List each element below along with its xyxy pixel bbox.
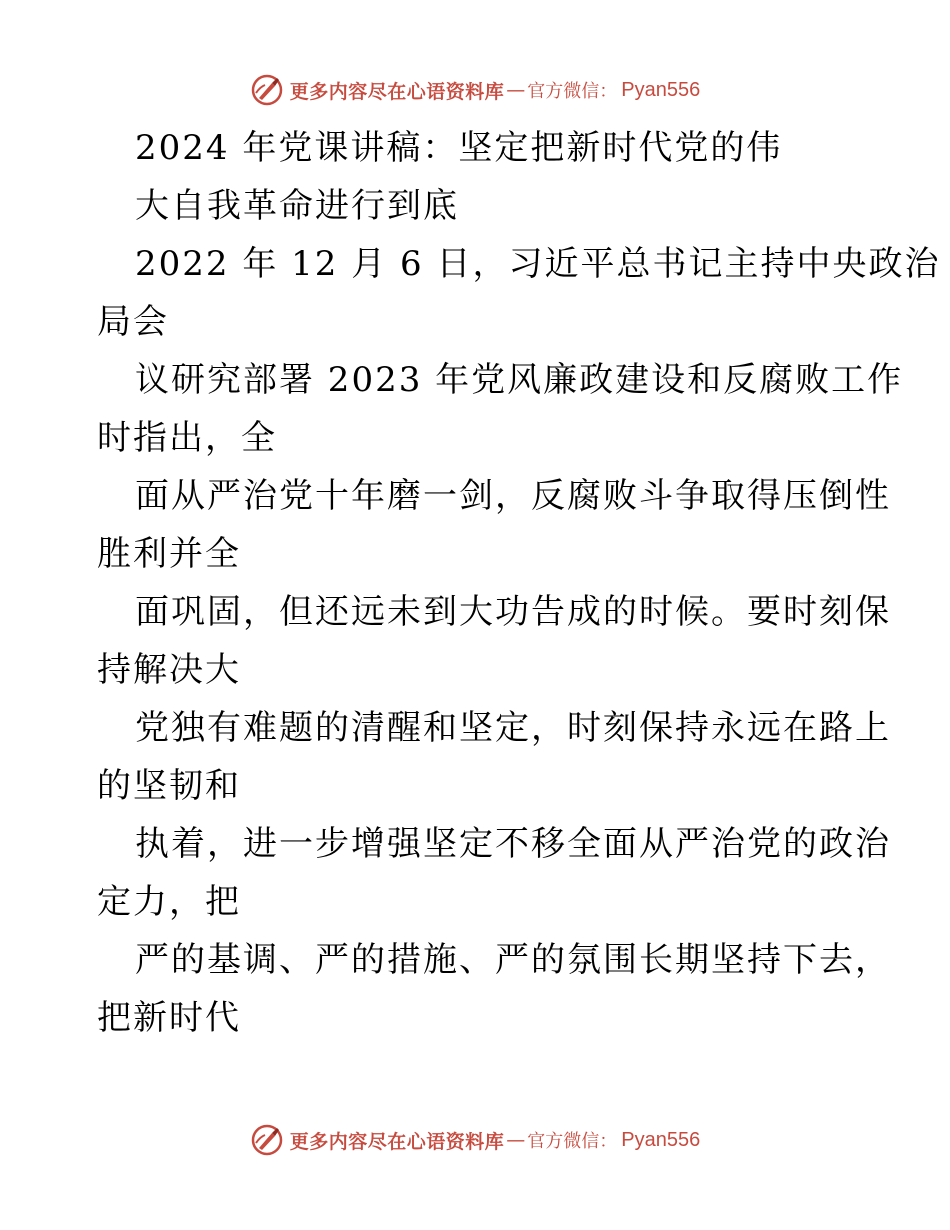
document-title-line-2: 大自我革命进行到底	[135, 186, 459, 226]
document-line: 局会	[97, 302, 169, 342]
header-banner	[0, 70, 950, 110]
footer-brand-text: 更多内容尽在心语资料库	[289, 1130, 505, 1153]
header-separator: —	[506, 79, 526, 101]
document-line: 时指出，全	[97, 418, 277, 458]
quill-pen-logo-icon	[250, 1123, 284, 1157]
document-line: 胜利并全	[97, 534, 241, 574]
document-line: 持解决大	[97, 650, 241, 690]
document-title-line-1: 2024 年党课讲稿：坚定把新时代党的伟	[135, 128, 783, 168]
header-brand-text: 更多内容尽在心语资料库	[289, 80, 505, 103]
document-line: 定力，把	[97, 882, 241, 922]
header-wechat-label: 官方微信：	[527, 81, 618, 102]
document-line: 党独有难题的清醒和坚定，时刻保持永远在路上	[135, 708, 891, 748]
footer-banner	[0, 1120, 950, 1160]
quill-pen-logo-icon	[250, 73, 284, 107]
document-line: 的坚韧和	[97, 766, 241, 806]
document-line: 2022 年 12 月 6 日，习近平总书记主持中央政治	[135, 244, 941, 284]
document-line: 执着，进一步增强坚定不移全面从严治党的政治	[135, 824, 891, 864]
footer-wechat-id: Pyan556	[621, 1128, 701, 1151]
document-line: 面从严治党十年磨一剑，反腐败斗争取得压倒性	[135, 476, 891, 516]
document-line: 面巩固，但还远未到大功告成的时候。要时刻保	[135, 592, 891, 632]
header-wechat-id: Pyan556	[621, 78, 701, 101]
footer-separator: —	[506, 1129, 526, 1151]
document-line: 严的基调、严的措施、严的氛围长期坚持下去，	[135, 940, 891, 980]
document-line: 把新时代	[97, 998, 241, 1038]
footer-wechat-label: 官方微信：	[527, 1131, 618, 1152]
document-line: 议研究部署 2023 年党风廉政建设和反腐败工作	[135, 360, 904, 400]
